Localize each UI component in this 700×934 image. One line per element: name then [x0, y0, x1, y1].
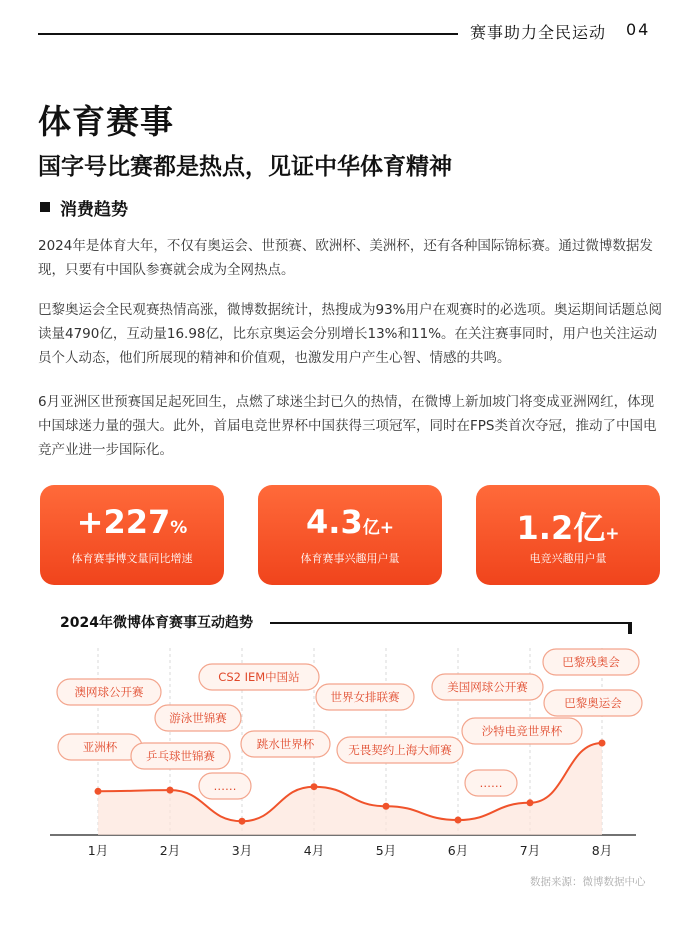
paragraph-2: 巴黎奥运会全民观赛热情高涨，微博数据统计，热搜成为93%用户在观赛时的必选项。奥运期间话题总阅读量4790亿，互动量16.98亿，比东京奥运会分别增长13%和11%。在关注赛事同时，用户也关注运动员个人动态，他们所展现的精神和价值观，也激发用户产生心智、情感的共鸣。 — [38, 302, 663, 366]
event-label: 巴黎奥运会 — [564, 696, 622, 710]
stat-suffix: % — [170, 518, 188, 538]
data-point — [311, 783, 318, 790]
header-title: 赛事助力全民运动 — [470, 23, 607, 42]
stat-label: 电竞兴趣用户量 — [529, 552, 607, 565]
x-tick-label: 4月 — [303, 843, 325, 858]
x-tick-label: 6月 — [447, 843, 469, 858]
x-tick-label: 8月 — [591, 843, 613, 858]
data-point — [167, 787, 174, 794]
event-label: …… — [479, 776, 503, 790]
stat-value: +227 — [76, 503, 171, 541]
event-label: …… — [213, 779, 237, 793]
event-label: 无畏契约上海大师赛 — [348, 743, 452, 757]
stat-label: 体育赛事博文量同比增速 — [71, 552, 193, 565]
stat-suffix: + — [605, 524, 620, 544]
event-label: CS2 IEM中国站 — [218, 670, 300, 684]
x-tick-label: 5月 — [375, 843, 397, 858]
page-title: 体育赛事 — [38, 102, 174, 141]
section-label: 消费趋势 — [60, 200, 128, 220]
x-tick-label: 3月 — [231, 843, 253, 858]
data-source: 数据来源：微博数据中心 — [530, 876, 646, 888]
event-label: 澳网球公开赛 — [74, 685, 144, 699]
event-label: 沙特电竞世界杯 — [481, 724, 563, 738]
page-subtitle: 国字号比赛都是热点，见证中华体育精神 — [38, 154, 452, 180]
event-label: 巴黎残奥会 — [562, 655, 620, 669]
stat-suffix: 亿+ — [362, 518, 394, 538]
data-point — [527, 799, 534, 806]
data-point — [599, 740, 606, 747]
page-number: 04 — [626, 20, 651, 39]
stat-label: 体育赛事兴趣用户量 — [300, 552, 400, 565]
event-label: 美国网球公开赛 — [447, 680, 528, 694]
data-point — [455, 817, 462, 824]
event-label: 亚洲杯 — [82, 740, 118, 754]
event-label: 游泳世锦赛 — [169, 711, 227, 725]
event-label: 跳水世界杯 — [256, 737, 315, 751]
data-point — [239, 818, 246, 825]
chart-title: 2024年微博体育赛事互动趋势 — [60, 615, 253, 631]
paragraph-1: 2024年是体育大年，不仅有奥运会、世预赛、欧洲杯、美洲杯，还有各种国际锦标赛。通过微博数据发现，只要有中国队参赛就会成为全网热点。 — [38, 238, 653, 278]
paragraph-3: 6月亚洲区世预赛国足起死回生，点燃了球迷尘封已久的热情，在微博上新加坡门将变成亚洲网红，体现中国球迷力量的强大。此外，首届电竞世界杯中国获得三项冠军，同时在FPS类首次夺冠，推动了中国电竞产业进一步国际化。 — [38, 394, 657, 458]
x-tick-label: 1月 — [87, 843, 109, 858]
event-label: 乒乓球世锦赛 — [146, 749, 215, 763]
data-point — [383, 803, 390, 810]
event-label: 世界女排联赛 — [330, 690, 400, 704]
x-tick-label: 2月 — [159, 843, 181, 858]
stat-value: 1.2亿 — [516, 509, 606, 547]
stat-value: 4.3 — [306, 503, 363, 541]
data-point — [95, 788, 102, 795]
x-tick-label: 7月 — [519, 843, 541, 858]
